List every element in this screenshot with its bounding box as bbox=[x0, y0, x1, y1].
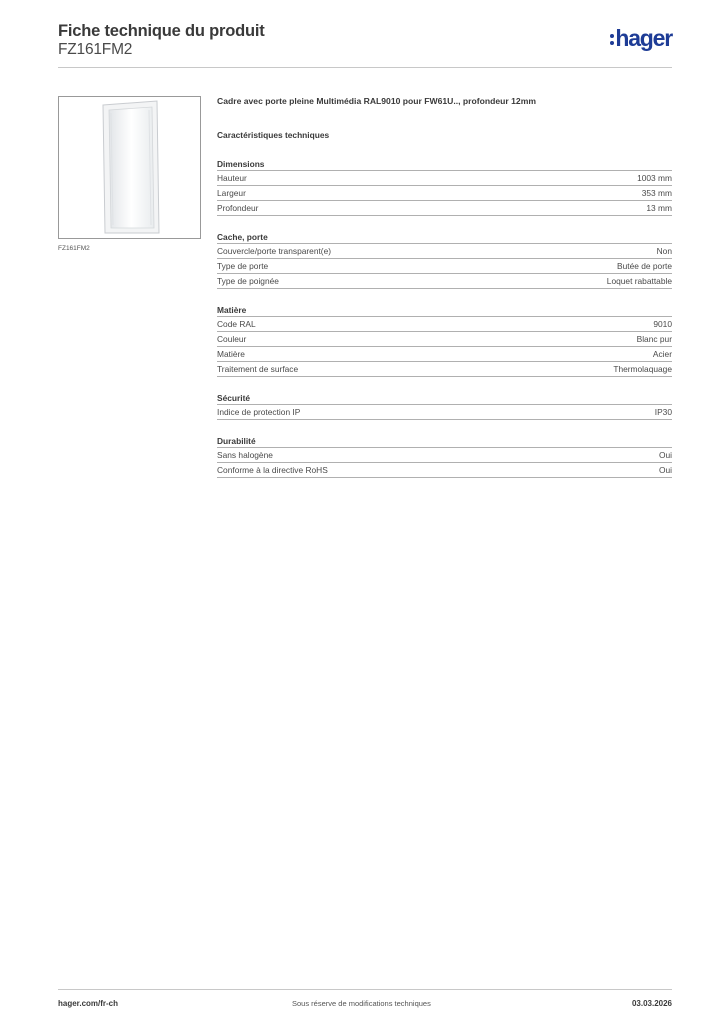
footer-notice: Sous réserve de modifications techniques bbox=[292, 999, 431, 1008]
spec-label: Code RAL bbox=[217, 319, 256, 329]
spec-row bbox=[217, 244, 672, 259]
footer-date: 03.03.2026 bbox=[631, 999, 672, 1008]
spec-group-cover-door bbox=[217, 230, 672, 289]
spec-value: Oui bbox=[658, 465, 672, 475]
spec-label: Traitement de surface bbox=[217, 364, 299, 374]
spec-row bbox=[217, 463, 672, 478]
spec-label: Profondeur bbox=[217, 203, 259, 213]
spec-row bbox=[217, 405, 672, 420]
spec-value: Blanc pur bbox=[636, 334, 672, 344]
spec-label: Matière bbox=[217, 349, 245, 359]
spec-row bbox=[217, 317, 672, 332]
section-heading: Caractéristiques techniques bbox=[217, 130, 330, 140]
spec-value: Loquet rabattable bbox=[606, 276, 672, 286]
product-details bbox=[217, 96, 672, 478]
spec-row bbox=[217, 259, 672, 274]
spec-label: Indice de protection IP bbox=[217, 407, 301, 417]
spec-group-title: Matière bbox=[217, 303, 672, 317]
spec-value: 353 mm bbox=[641, 188, 672, 198]
spec-value: Non bbox=[656, 246, 672, 256]
spec-row bbox=[217, 347, 672, 362]
spec-group-security bbox=[217, 391, 672, 420]
product-description: Cadre avec porte pleine Multimédia RAL9010 pour FW61U.., profondeur 12mm bbox=[217, 96, 536, 106]
spec-group-title: Cache, porte bbox=[217, 230, 672, 244]
spec-row bbox=[217, 362, 672, 377]
product-image bbox=[58, 96, 201, 239]
spec-label: Hauteur bbox=[217, 173, 247, 183]
spec-value: Butée de porte bbox=[617, 261, 672, 271]
spec-value: Thermolaquage bbox=[613, 364, 672, 374]
logo-text: hager bbox=[615, 25, 672, 51]
spec-row bbox=[217, 201, 672, 216]
spec-group-durability bbox=[217, 434, 672, 478]
footer-website-link[interactable]: hager.com/fr-ch bbox=[58, 999, 119, 1008]
spec-row bbox=[217, 171, 672, 186]
spec-label: Couvercle/porte transparent(e) bbox=[217, 246, 332, 256]
spec-value: IP30 bbox=[654, 407, 672, 417]
spec-label: Type de poignée bbox=[217, 276, 279, 286]
spec-row bbox=[217, 274, 672, 289]
spec-group-title: Sécurité bbox=[217, 391, 672, 405]
spec-group-title: Durabilité bbox=[217, 434, 672, 448]
spec-label: Conforme à la directive RoHS bbox=[217, 465, 328, 475]
spec-label: Sans halogène bbox=[217, 450, 273, 460]
spec-group-dimensions bbox=[217, 157, 672, 216]
page-footer bbox=[58, 989, 672, 1013]
product-image-caption: FZ161FM2 bbox=[58, 245, 90, 252]
spec-value: 9010 bbox=[653, 319, 672, 329]
spec-label: Largeur bbox=[217, 188, 246, 198]
spec-value: Oui bbox=[658, 450, 672, 460]
spec-value: Acier bbox=[652, 349, 672, 359]
spec-group-title: Dimensions bbox=[217, 157, 672, 171]
page-header bbox=[58, 20, 672, 68]
product-code: FZ161FM2 bbox=[58, 41, 133, 58]
spec-row bbox=[217, 186, 672, 201]
spec-group-material bbox=[217, 303, 672, 377]
spec-value: 1003 mm bbox=[637, 173, 672, 183]
spec-row bbox=[217, 448, 672, 463]
page-title: Fiche technique du produit bbox=[58, 22, 265, 40]
spec-value: 13 mm bbox=[646, 203, 672, 213]
spec-row bbox=[217, 332, 672, 347]
spec-label: Couleur bbox=[217, 334, 247, 344]
logo-colon-icon bbox=[610, 28, 614, 50]
hager-logo[interactable] bbox=[610, 26, 672, 52]
product-frame-illustration bbox=[59, 97, 200, 238]
spec-label: Type de porte bbox=[217, 261, 269, 271]
